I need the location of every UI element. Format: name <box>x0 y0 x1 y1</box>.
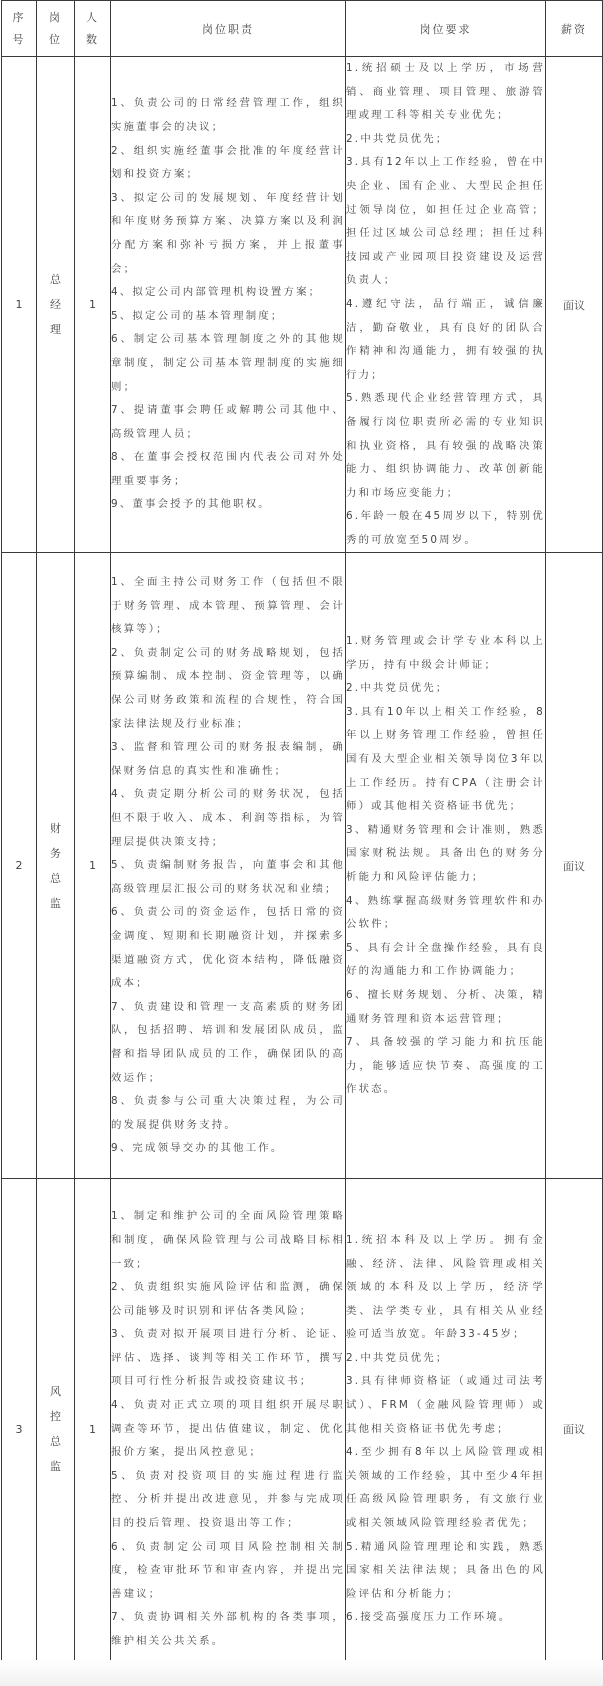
duty-item: 1、全面主持公司财务工作（包括但不限于财务管理、成本管理、预算管理、会计核算等）； <box>111 576 345 636</box>
duty-item: 5、负责对投资项目的实施过程进行监控、分析并提出改进意见，并参与完成项目的投后管理、投资退出等工作； <box>111 1469 345 1530</box>
position-char: 监 <box>50 1460 61 1474</box>
header-count-char: 数 <box>86 32 99 46</box>
position-char: 总 <box>50 1435 61 1449</box>
requirement-item: 5.熟悉现代企业经营管理方式，具备履行岗位职责所必需的专业知识和执业资格，具有较强的战略决策能力、组织协调能力、改革创新能力和市场应变能力； <box>346 392 545 499</box>
requirement-item: 2.中共党员优先； <box>346 132 449 145</box>
requirement-item: 6.年龄一般在45周岁以下，特别优秀的可放宽至50周岁。 <box>346 510 545 546</box>
row-salary: 面议 <box>546 57 603 553</box>
position-char: 风 <box>50 1385 61 1399</box>
requirement-item: 1.统招本科及以上学历。拥有金融、经济、法律、风险管理或相关领域的本科及以上学历，经济学类、法学类专业，具有相关从业经验可适当放宽。年龄33-45岁； <box>346 1233 545 1341</box>
position-char: 财 <box>50 821 61 835</box>
requirement-item: 3.具有10年以上相关工作经验，8年以上财务管理工作经验，曾担任国有及大型企业相关领导岗位3年以上工作经历。持有CPA（注册会计师）或其他相关资格证书优先； <box>346 705 545 813</box>
header-index <box>2 1 37 57</box>
requirement-item: 3、精通财务管理和会计准则，熟悉国家财税法规。具备出色的财务分析能力和风险评估能力； <box>346 823 545 883</box>
duty-item: 6、制定公司基本管理制度之外的其他规章制度，制定公司基本管理制度的实施细则； <box>111 333 345 393</box>
header-position-char: 岗 <box>49 10 62 24</box>
row-requirements <box>346 553 546 1179</box>
duty-item: 4、负责定期分析公司的财务状况，包括但不限于收入、成本、利润等指标，为管理层提供决策支持； <box>111 788 345 848</box>
row-duties <box>111 553 346 1179</box>
requirement-item: 1.财务管理或会计学专业本科以上学历，持有中级会计师证； <box>346 635 545 671</box>
header-count-char: 人 <box>86 10 99 24</box>
duty-item: 5、拟定公司的基本管理制度； <box>111 309 284 322</box>
requirement-item: 1.统招硕士及以上学历，市场营销、商业管理、项目管理、旅游管理或理工科等相关专业优先； <box>346 62 545 122</box>
duty-item: 8、负责参与公司重大决策过程，为公司的发展提供财务支持。 <box>111 1095 345 1131</box>
duty-item: 9、董事会授予的其他职权。 <box>111 498 271 511</box>
duty-item: 3、监督和管理公司的财务报表编制，确保财务信息的真实性和准确性； <box>111 741 345 777</box>
position-char: 经 <box>50 298 61 312</box>
requirement-item: 6.接受高强度压力工作环境。 <box>346 1611 512 1624</box>
position-char: 监 <box>50 896 61 910</box>
requirement-item: 7、具备较强的学习能力和抗压能力，能够适应快节奏、高强度的工作状态。 <box>346 1036 545 1096</box>
header-requirements: 岗位要求 <box>346 1 546 57</box>
row-count: 1 <box>75 57 111 553</box>
requirement-item: 4、熟练掌握高级财务管理软件和办公软件； <box>346 894 545 931</box>
requirement-item: 2.中共党员优先； <box>346 1351 449 1364</box>
duty-item: 7、负责协调相关外部机构的各类事项，维护相关公共关系。 <box>111 1611 345 1648</box>
requirement-item: 6、擅长财务规划、分析、决策，精通财务管理和资本运营管理； <box>346 988 545 1025</box>
duty-item: 2、负责制定公司的财务战略规划，包括预算编制、成本控制、资金管理等，以确保公司财务政策和流程的合规性，符合国家法律法规及行业标准； <box>111 646 345 730</box>
position-char: 总 <box>50 273 61 287</box>
duty-item: 4、拟定公司内部管理机构设置方案； <box>111 286 322 299</box>
row-salary: 面议 <box>546 553 603 1179</box>
header-count <box>75 1 111 57</box>
position-char: 总 <box>50 871 61 885</box>
header-position-char: 位 <box>49 32 62 46</box>
requirement-item: 4.遵纪守法，品行端正，诚信廉洁，勤奋敬业，具有良好的团队合作精神和沟通能力，拥有较强的执行力； <box>346 297 545 381</box>
duty-item: 4、负责对正式立项的项目组织开展尽职调查等环节，提出估值建议，制定、优化报价方案，提出风控意见； <box>111 1399 345 1459</box>
table-row <box>2 1179 603 1680</box>
row-index: 2 <box>2 553 37 1179</box>
duty-item: 6、负责制定公司项目风险控制相关制度，检查审批环节和审查内容，并提出完善建议； <box>111 1540 345 1600</box>
duty-item: 8、在董事会授权范围内代表公司对外处理重要事务； <box>111 451 345 487</box>
header-index-char: 号 <box>12 32 26 46</box>
header-position <box>37 1 75 57</box>
row-salary: 面议 <box>546 1179 603 1680</box>
row-index: 3 <box>2 1179 37 1680</box>
position-char: 控 <box>50 1410 61 1424</box>
duty-item: 3、负责对拟开展项目进行分析、论证、评估、选择、谈判等相关工作环节，撰写项目可行性分析报告或投资建议书； <box>111 1328 345 1388</box>
header-salary: 薪资 <box>546 1 603 57</box>
duty-item: 2、负责组织实施风险评估和监测，确保公司能够及时识别和评估各类风险； <box>111 1281 345 1317</box>
requirement-item: 3.具有律师资格证（或通过司法考试）、FRM（金融风险管理师）或其他相关资格证书优先考虑； <box>346 1375 545 1435</box>
position-char: 理 <box>50 323 61 337</box>
row-count: 1 <box>75 553 111 1179</box>
row-count: 1 <box>75 1179 111 1680</box>
row-requirements <box>346 1179 546 1680</box>
duty-item: 6、负责公司的资金运作，包括日常的资金调度、短期和长期融资计划，并探索多渠道融资方式，优化资本结构，降低融资成本； <box>111 906 345 990</box>
bottom-fade <box>0 1660 603 1686</box>
duty-item: 5、负责编制财务报告，向董事会和其他高级管理层汇报公司的财务状况和业绩； <box>111 859 345 895</box>
row-duties <box>111 57 346 553</box>
requirement-item: 5、具有会计全盘操作经验，具有良好的沟通能力和工作协调能力； <box>346 941 545 978</box>
row-duties <box>111 1179 346 1680</box>
requirement-item: 2.中共党员优先； <box>346 682 449 695</box>
row-position <box>37 1179 75 1680</box>
header-index-char: 序 <box>12 10 26 24</box>
position-char: 务 <box>50 846 61 860</box>
job-postings-table <box>1 0 603 1680</box>
duty-item: 7、提请董事会聘任或解聘公司其他中、高级管理人员； <box>111 404 345 440</box>
table-row <box>2 57 603 553</box>
header-duties: 岗位职责 <box>111 1 346 57</box>
duty-item: 1、负责公司的日常经营管理工作，组织实施董事会的决议； <box>111 97 345 133</box>
duty-item: 2、组织实施经董事会批准的年度经营计划和投资方案； <box>111 144 345 181</box>
requirement-item: 3.具有12年以上工作经验，曾在中央企业、国有企业、大型民企担任过领导岗位，如担任过企业高管；担任过区域公司总经理；担任过科技园或产业园项目投资建设及运营负责人； <box>346 156 545 287</box>
duty-item: 7、负责建设和管理一支高素质的财务团队，包括招聘、培训和发展团队成员，监督和指导团队成员的工作，确保团队的高效运作； <box>111 1000 345 1084</box>
duty-item: 3、拟定公司的发展规划、年度经营计划和年度财务预算方案、决算方案以及利润分配方案和弥补亏损方案，并上报董事会； <box>111 191 345 275</box>
header-row <box>2 1 603 57</box>
requirement-item: 4.至少拥有8年以上风险管理或相关领域的工作经验，其中至少4年担任高级风险管理职务，有文旅行业或相关领域风险管理经验者优先； <box>346 1446 545 1530</box>
row-index: 1 <box>2 57 37 553</box>
duty-item: 9、完成领导交办的其他工作。 <box>111 1142 284 1155</box>
requirement-item: 5.精通风险管理理论和实践，熟悉国家相关法律法规；具备出色的风险评估和分析能力； <box>346 1540 545 1600</box>
row-position <box>37 553 75 1179</box>
row-requirements <box>346 57 546 553</box>
duty-item: 1、制定和维护公司的全面风险管理策略和制度，确保风险管理与公司战略目标相一致； <box>111 1210 345 1270</box>
row-position <box>37 57 75 553</box>
table-row <box>2 553 603 1179</box>
